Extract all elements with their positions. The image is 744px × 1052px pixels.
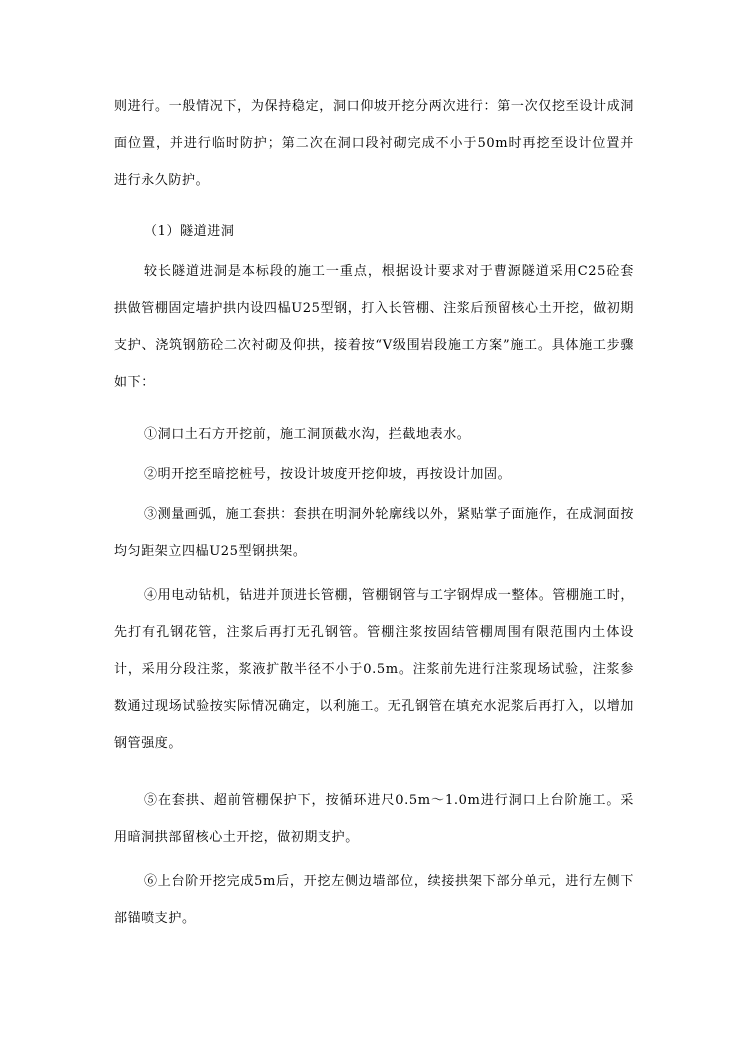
step-2: ②明开挖至暗挖桩号，按设计坡度开挖仰坡，再按设计加固。: [144, 467, 512, 482]
step-3: ③测量画弧，施工套拱：套拱在明洞外轮廓线以外，紧贴掌子面施作，在成洞面按均匀距架立四榀U25型钢拱架。: [114, 507, 634, 559]
step-1: ①洞口土石方开挖前，施工洞顶截水沟，拦截地表水。: [144, 427, 471, 442]
section-heading-tunnel-entry: （1）隧道进洞: [144, 224, 235, 239]
step-4: ④用电动钻机，钻进并顶进长管棚，管棚钢管与工字钢焊成一整体。管棚施工时，先打有孔钢花管，注浆后再打无孔钢管。管棚注浆按固结管棚周围有限范围内土体设计，采用分段注浆，浆液扩散半径不小于0.5m。注浆前先进行注浆现场试验，注浆参数通过现场试验按实际情况确定，以利施工。无孔钢管在填充水泥浆后再打入，以增加钢管强度。: [114, 588, 634, 751]
paragraph-tunnel-entry: 较长隧道进洞是本标段的施工一重点，根据设计要求对于曹源隧道采用C25砼套拱做管棚固定墙护拱内设四榀U25型钢，打入长管棚、注浆后预留核心土开挖，做初期支护、浇筑钢筋砼二次衬砌及仰拱，接着按“Ⅴ级围岩段施工方案”施工。具体施工步骤如下：: [114, 264, 634, 390]
paragraph-intro: 则进行。一般情况下，为保持稳定，洞口仰坡开挖分两次进行：第一次仅挖至设计成洞面位置，并进行临时防护；第二次在洞口段衬砌完成不小于50m时再挖至设计位置并进行永久防护。: [114, 99, 634, 188]
step-5: ⑤在套拱、超前管棚保护下，按循环进尺0.5m～1.0m进行洞口上台阶施工。采用暗洞拱部留核心土开挖，做初期支护。: [114, 793, 634, 845]
step-6: ⑥上台阶开挖完成5m后，开挖左侧边墙部位，续接拱架下部分单元，进行左侧下部锚喷支护。: [114, 874, 634, 926]
